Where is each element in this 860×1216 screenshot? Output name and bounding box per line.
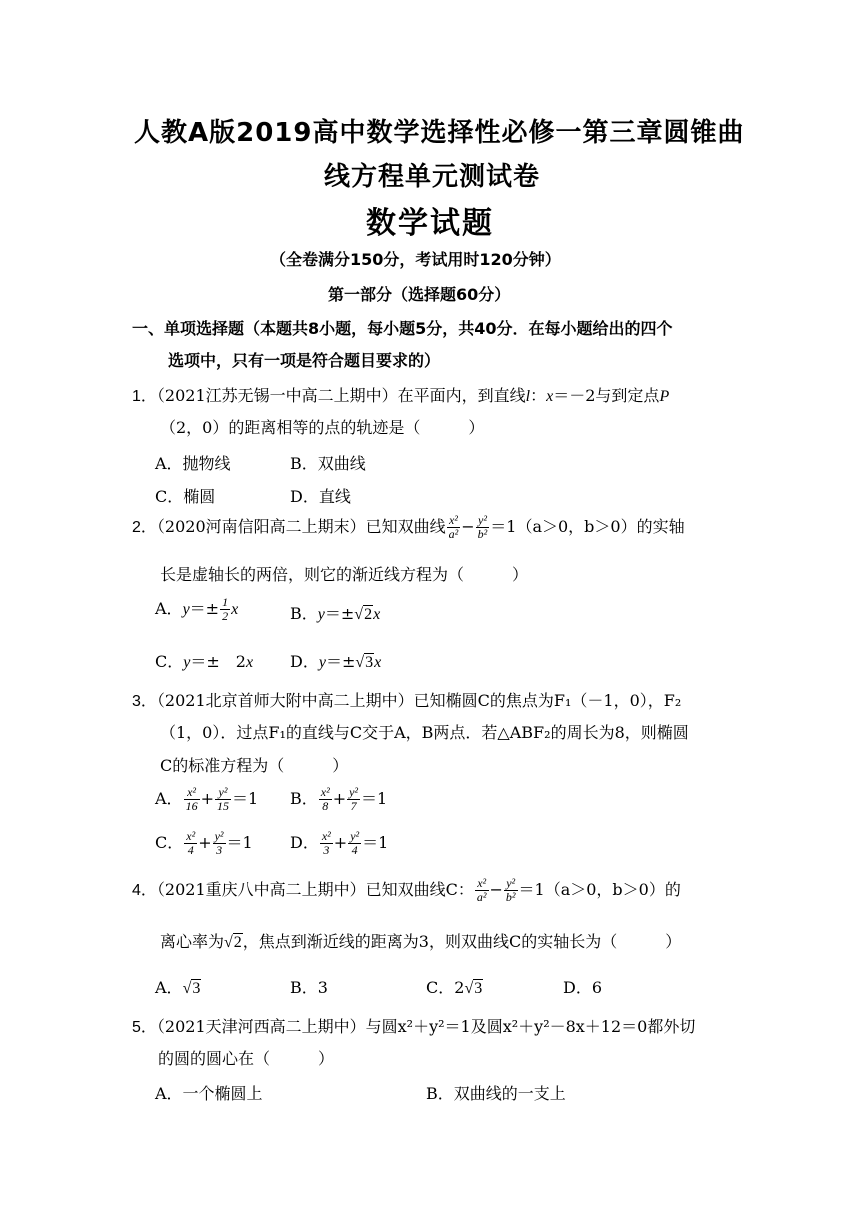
option-label: D． — [290, 833, 319, 852]
question-text: 已知双曲线 — [365, 517, 446, 536]
question-text: 已知双曲线C： — [365, 880, 474, 899]
q2-option-a: A．y＝± $\frac{1}{2}$ x — [155, 595, 239, 623]
question-source: （2020河南信阳高二上期末） — [156, 517, 366, 536]
part-title: 第一部分（选择题60分） — [328, 285, 511, 304]
question-number: 3． — [132, 693, 157, 710]
question-number: 1． — [132, 388, 157, 405]
question-number: 5． — [132, 1019, 157, 1036]
question-text: ＝1（a＞0，b＞0）的实轴 — [490, 517, 685, 536]
question-1: 1．（2021江苏无锡一中高二上期中）在平面内，到直线l：x＝－2与到定点P — [132, 386, 670, 405]
question-text: ＝1（a＞0，b＞0）的 — [518, 880, 681, 899]
option-label: B． — [290, 604, 318, 623]
option-label: A． — [155, 978, 183, 997]
q3-option-b: B． $\frac{\text{x²}}{8}$ + $\frac{\text{y²}}{7}$ ＝1 — [290, 785, 388, 813]
question-source: （2021重庆八中高二上期中） — [156, 880, 366, 899]
q5-option-a: A．一个椭圆上 — [155, 1084, 263, 1103]
question-3-line3: C的标准方程为（ ） — [160, 756, 349, 775]
question-4-line2: 离心率为√2，焦点到渐近线的距离为3，则双曲线C的实轴长为（ ） — [160, 932, 682, 951]
question-text: 与圆x²＋y²＝1及圆x²＋y²－8x＋12＝0都外切 — [365, 1017, 696, 1036]
q4-option-a: A．√3 — [155, 978, 201, 997]
option-label: D． — [290, 652, 319, 671]
question-2-line2: 长是虚轴长的两倍，则它的渐近线方程为（ ） — [160, 565, 529, 584]
subject-title: 数学试题 — [366, 206, 494, 241]
question-number: 4． — [132, 882, 157, 899]
question-5 — [132, 1014, 695, 1037]
option-label: C． — [155, 833, 184, 852]
section-heading: 一、单项选择题（本题共8小题，每小题5分，共40分．在每小题给出的四个 — [132, 319, 673, 338]
question-text: ，焦点到渐近线的距离为3，则双曲线C的实轴长为（ ） — [242, 932, 682, 951]
q3-option-a: A． $\frac{\text{x²}}{16}$ + $\frac{\text{y²}}{15}$ ＝1 — [155, 785, 259, 813]
section-heading-line2: 选项中，只有一项是符合题目要求的） — [168, 351, 441, 370]
q3-option-c: C． $\frac{\text{x²}}{4}$ + $\frac{\text{y²}}{3}$ ＝1 — [155, 829, 253, 857]
question-text: 在平面内，到直线 — [397, 386, 526, 405]
question-number: 2． — [132, 519, 157, 536]
exam-info: （全卷满分150分，考试用时120分钟） — [270, 250, 561, 269]
option-label: A． — [155, 789, 183, 808]
question-3-line2: （1，0）．过点F₁的直线与C交于A，B两点．若△ABF₂的周长为8，则椭圆 — [160, 723, 689, 742]
question-source: （2021北京首师大附中高二上期中） — [156, 691, 414, 710]
q1-option-c: C．椭圆 — [155, 487, 216, 506]
q4-option-c: C．2√3 — [426, 978, 483, 997]
question-source: （2021天津河西高二上期中） — [156, 1017, 366, 1036]
q4-option-d: D．6 — [563, 978, 603, 997]
q2-option-d: D．y＝±√3x — [290, 652, 382, 671]
q1-option-a: A．抛物线 — [155, 454, 231, 473]
q1-option-d: D．直线 — [290, 487, 351, 506]
fraction-half: $\frac{1}{2}$ — [222, 595, 229, 623]
question-text: 已知椭圆C的焦点为F₁（－1，0），F₂ — [413, 691, 682, 710]
question-source: （2021江苏无锡一中高二上期中） — [156, 386, 398, 405]
option-label: C． — [155, 652, 184, 671]
q2-option-b: B．y＝±√2x — [290, 604, 381, 623]
option-label: C．2 — [426, 978, 465, 997]
question-text: 与到定点 — [595, 386, 660, 405]
question-5-line2: 的圆的圆心在（ ） — [158, 1049, 335, 1068]
q4-option-b: B．3 — [290, 978, 328, 997]
question-2: 2．（2020河南信阳高二上期末）已知双曲线 $\frac{\text{x²}}{\text{a²}}$ − $\frac{\text{y²}}{\text{b²}}$ ＝1（a＞0，b＞0）的实轴 — [132, 513, 685, 541]
q2-option-c: C．y＝± 2x — [155, 652, 254, 671]
q1-option-b: B．双曲线 — [290, 454, 366, 473]
question-3 — [132, 688, 681, 711]
question-1-line2: （2，0）的距离相等的点的轨迹是（ ） — [160, 418, 485, 437]
q5-option-b: B．双曲线的一支上 — [426, 1084, 566, 1103]
option-label: A． — [155, 599, 183, 618]
question-4: 4．（2021重庆八中高二上期中）已知双曲线C： $\frac{\text{x²}}{\text{a²}}$ − $\frac{\text{y²}}{\text{b²}}$ ＝1（a＞0，b＞0）的 — [132, 876, 681, 904]
exam-title-line2: 线方程单元测试卷 — [324, 162, 541, 192]
q3-option-d: D． $\frac{\text{x²}}{3}$ + $\frac{\text{y²}}{4}$ ＝1 — [290, 829, 389, 857]
exam-title-line1: 人教A版2019高中数学选择性必修一第三章圆锥曲 — [134, 118, 745, 148]
fraction-y2-b2: $\frac{\text{y²}}{\text{b²}}$ — [477, 513, 488, 541]
fraction-x2-a2: $\frac{\text{x²}}{\text{a²}}$ — [448, 513, 459, 541]
question-text: 离心率为 — [160, 932, 225, 951]
option-label: B． — [290, 789, 318, 808]
